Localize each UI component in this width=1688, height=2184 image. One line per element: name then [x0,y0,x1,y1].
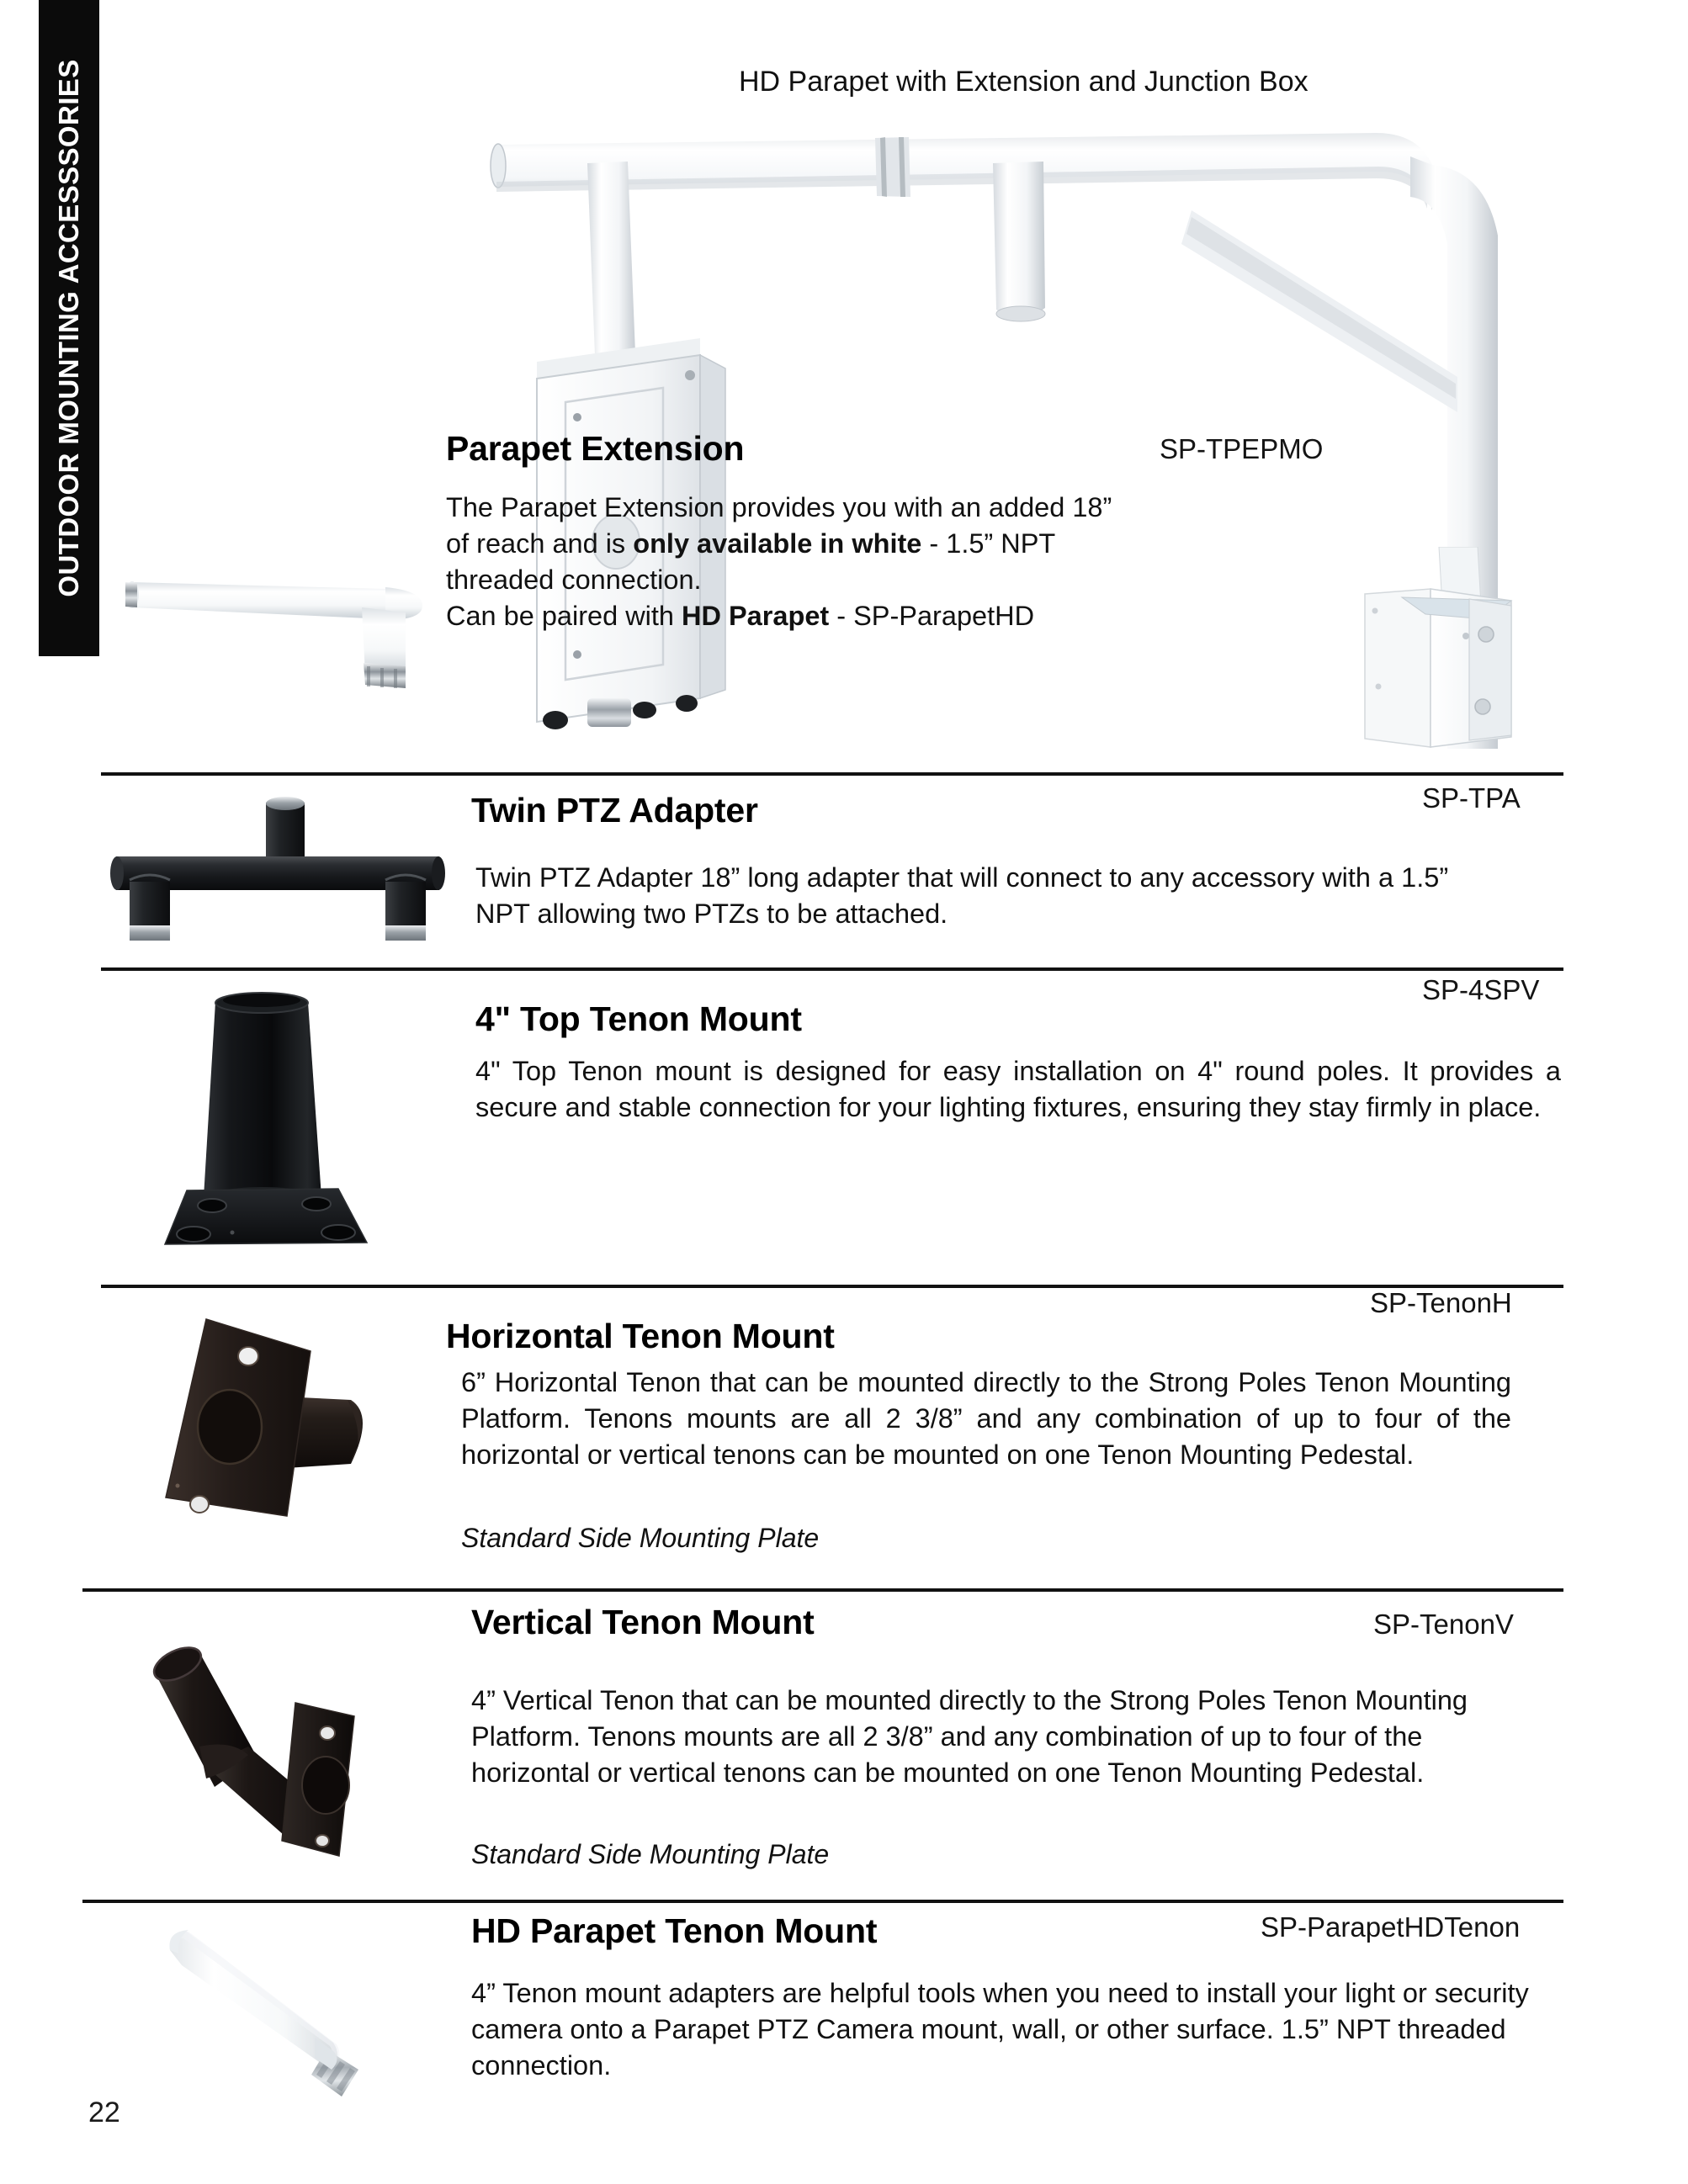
product-sku-vertical-tenon-mount: SP-TenonV [1373,1609,1514,1640]
top-tenon-mount-photo [160,980,395,1258]
description-text: Can be paired with [446,600,682,631]
product-title-top-tenon-mount: 4" Top Tenon Mount [475,999,802,1038]
section-divider [101,1285,1563,1288]
section-divider [101,967,1563,971]
product-description-vertical-tenon-mount: 4” Vertical Tenon that can be mounted directly to the Strong Poles Tenon Mounting Platform. Tenons mounts are all 2 3/8” and any combination of up to four of the horizontal or vertical tenons can be mounted on one Tenon Mounting Pedestal. [471,1685,1468,1788]
twin-ptz-adapter-photo [99,782,453,942]
product-sku-hd-parapet-tenon-mount: SP-ParapetHDTenon [1261,1911,1521,1943]
product-title-hd-parapet-tenon-mount: HD Parapet Tenon Mount [471,1911,878,1950]
product-title-horizontal-tenon-mount: Horizontal Tenon Mount [446,1317,835,1355]
product-sku-horizontal-tenon-mount: SP-TenonH [1370,1287,1512,1318]
top-image-caption: HD Parapet with Extension and Junction Box [739,66,1308,98]
description-emphasis: HD Parapet [682,600,830,631]
section-divider [82,1900,1563,1903]
product-sku-parapet-extension: SP-TPEPMO [1160,433,1324,464]
product-description-hd-parapet-tenon-mount: 4” Tenon mount adapters are helpful tools when you need to install your light or security camera onto a Parapet PTZ Camera mount, wall, or other surface. 1.5” NPT threaded connection. [471,1978,1529,2081]
product-description-top-tenon-mount: 4" Top Tenon mount is designed for easy installation on 4" round poles. It provides a secure and stable connection for your lighting fixtures, ensuring they stay firmly in place. [475,1056,1561,1122]
product-description-twin-ptz-adapter: Twin PTZ Adapter 18” long adapter that will connect to any accessory with a 1.5” NPT allowing two PTZs to be attached. [475,862,1449,929]
section-tab [39,0,99,656]
product-description-parapet-extension [446,490,1304,634]
parapet-extension-photo [109,538,446,698]
section-tab-label: OUTDOOR MOUNTING ACCESSSORIES [53,59,84,597]
product-sku-top-tenon-mount: SP-4SPV [1422,974,1540,1005]
parapet-wall-bracket-photo [1313,547,1565,757]
product-description-horizontal-tenon-mount: 6” Horizontal Tenon that can be mounted directly to the Strong Poles Tenon Mounting Platform. Tenons mounts are all 2 3/8” and any combination of up to four of the horizontal or vertical tenons can be mounted on one Tenon Mounting Pedestal. [461,1367,1511,1470]
description-text: of reach and is [446,527,634,559]
description-line: threaded connection. [446,564,702,595]
section-divider [101,772,1563,776]
description-text: - SP-ParapetHD [829,600,1035,631]
hd-parapet-tenon-mount-photo [135,1910,387,2162]
description-text: - 1.5” NPT [921,527,1056,559]
product-sku-twin-ptz-adapter: SP-TPA [1422,782,1521,814]
vertical-tenon-mount-photo [122,1598,391,1876]
product-title-parapet-extension: Parapet Extension [446,429,745,468]
product-note-vertical-tenon-mount: Standard Side Mounting Plate [471,1839,830,1869]
description-emphasis: only available in white [633,527,922,559]
description-line: The Parapet Extension provides you with an added 18” [446,492,1112,522]
product-title-twin-ptz-adapter: Twin PTZ Adapter [471,791,758,830]
product-note-horizontal-tenon-mount: Standard Side Mounting Plate [461,1523,820,1553]
description-line [446,598,1304,634]
section-divider [82,1588,1563,1592]
description-line [446,526,1304,562]
product-title-vertical-tenon-mount: Vertical Tenon Mount [471,1603,815,1641]
horizontal-tenon-mount-photo [122,1296,391,1548]
page-number: 22 [88,2097,120,2128]
